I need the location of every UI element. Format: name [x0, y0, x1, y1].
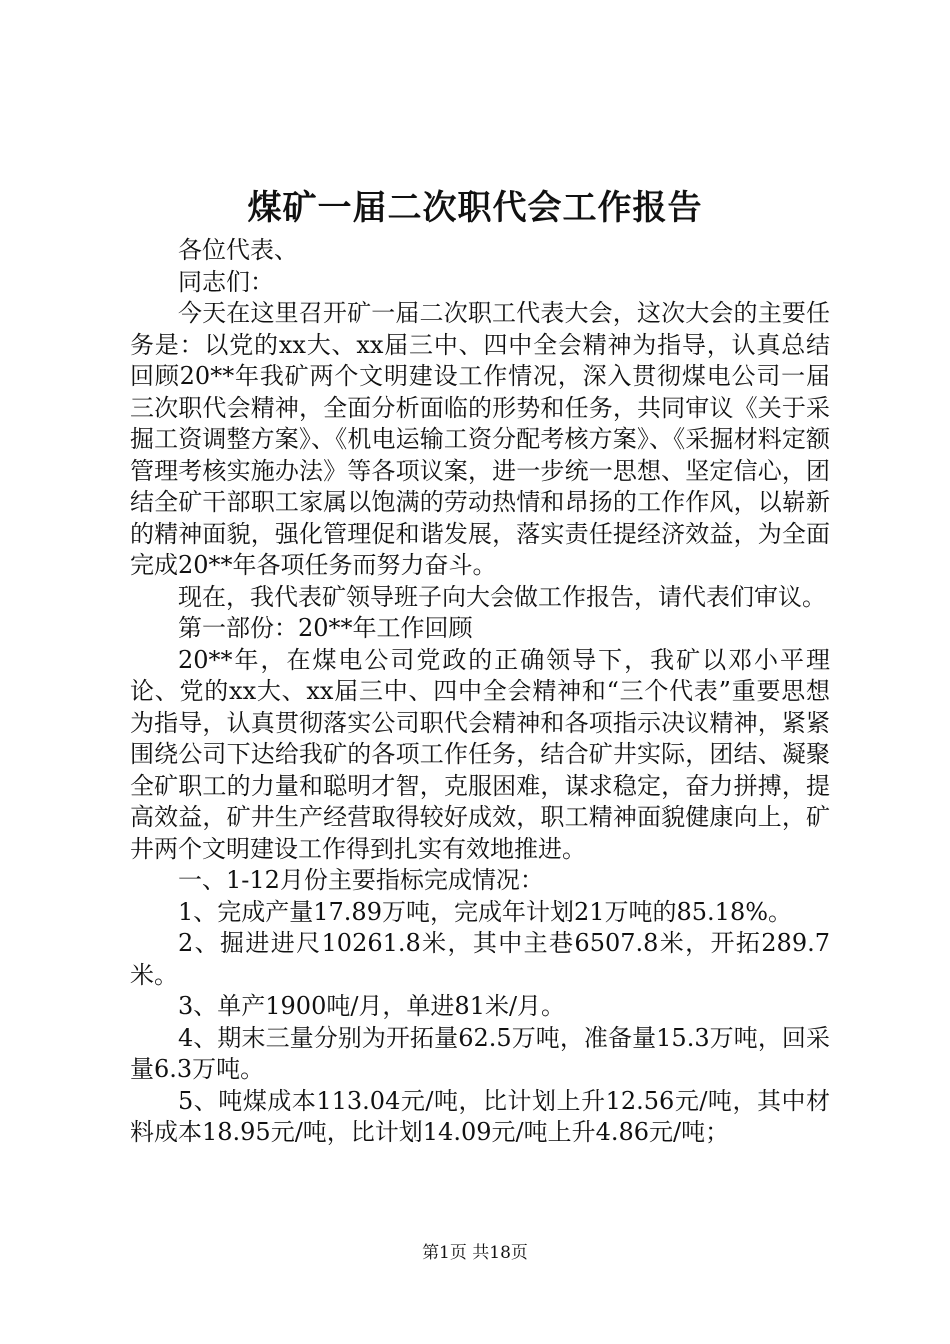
document-body: [130, 235, 830, 1149]
paragraph: 20**年，在煤电公司党政的正确领导下，我矿以邓小平理论、党的xx大、xx届三中、四中全会精神和“三个代表”重要思想为指导，认真贯彻落实公司职代会精神和各项指示决议精神，紧紧围绕公司下达给我矿的各项工作任务，结合矿井实际，团结、凝聚全矿职工的力量和聪明才智，克服困难，谋求稳定，奋力拼搏，提高效益，矿井生产经营取得较好成效，职工精神面貌健康向上，矿井两个文明建设工作得到扎实有效地推进。: [130, 645, 830, 863]
paragraph: 1、完成产量17.89万吨，完成年计划21万吨的85.18%。: [178, 897, 793, 926]
paragraph: 一、1-12月份主要指标完成情况：: [178, 866, 544, 894]
paragraph: 4、期末三量分别为开拓量62.5万吨，准备量15.3万吨，回采量6.3万吨。: [130, 1023, 830, 1083]
page-number-footer: 第1页 共18页: [422, 1243, 528, 1263]
paragraph: 各位代表、: [178, 236, 298, 264]
paragraph: 5、吨煤成本113.04元/吨，比计划上升12.56元/吨，其中材料成本18.95元/吨，比计划14.09元/吨上升4.86元/吨；: [130, 1086, 830, 1146]
paragraph: 2、掘进进尺10261.8米，其中主巷6507.8米，开拓289.7米。: [130, 929, 830, 989]
paragraph: 今天在这里召开矿一届二次职工代表大会，这次大会的主要任务是：以党的xx大、xx届三中、四中全会精神为指导，认真总结回顾20**年我矿两个文明建设工作情况，深入贯彻煤电公司一届三次职代会精神，全面分析面临的形势和任务，共同审议《关于采掘工资调整方案》、《机电运输工资分配考核方案》、《采掘材料定额管理考核实施办法》等各项议案，进一步统一思想、坚定信心，团结全矿干部职工家属以饱满的劳动热情和昂扬的工作作风，以崭新的精神面貌，强化管理促和谐发展，落实责任提经济效益，为全面完成20**年各项任务而努力奋斗。: [130, 299, 830, 579]
paragraph: 现在，我代表矿领导班子向大会做工作报告，请代表们审议。: [178, 582, 826, 611]
paragraph: 第一部份：20**年工作回顾: [178, 614, 473, 642]
paragraph: 同志们：: [178, 267, 274, 296]
document-title: 煤矿一届二次职代会工作报告: [247, 188, 703, 228]
paragraph: 3、单产1900吨/月，单进81米/月。: [178, 992, 566, 1020]
